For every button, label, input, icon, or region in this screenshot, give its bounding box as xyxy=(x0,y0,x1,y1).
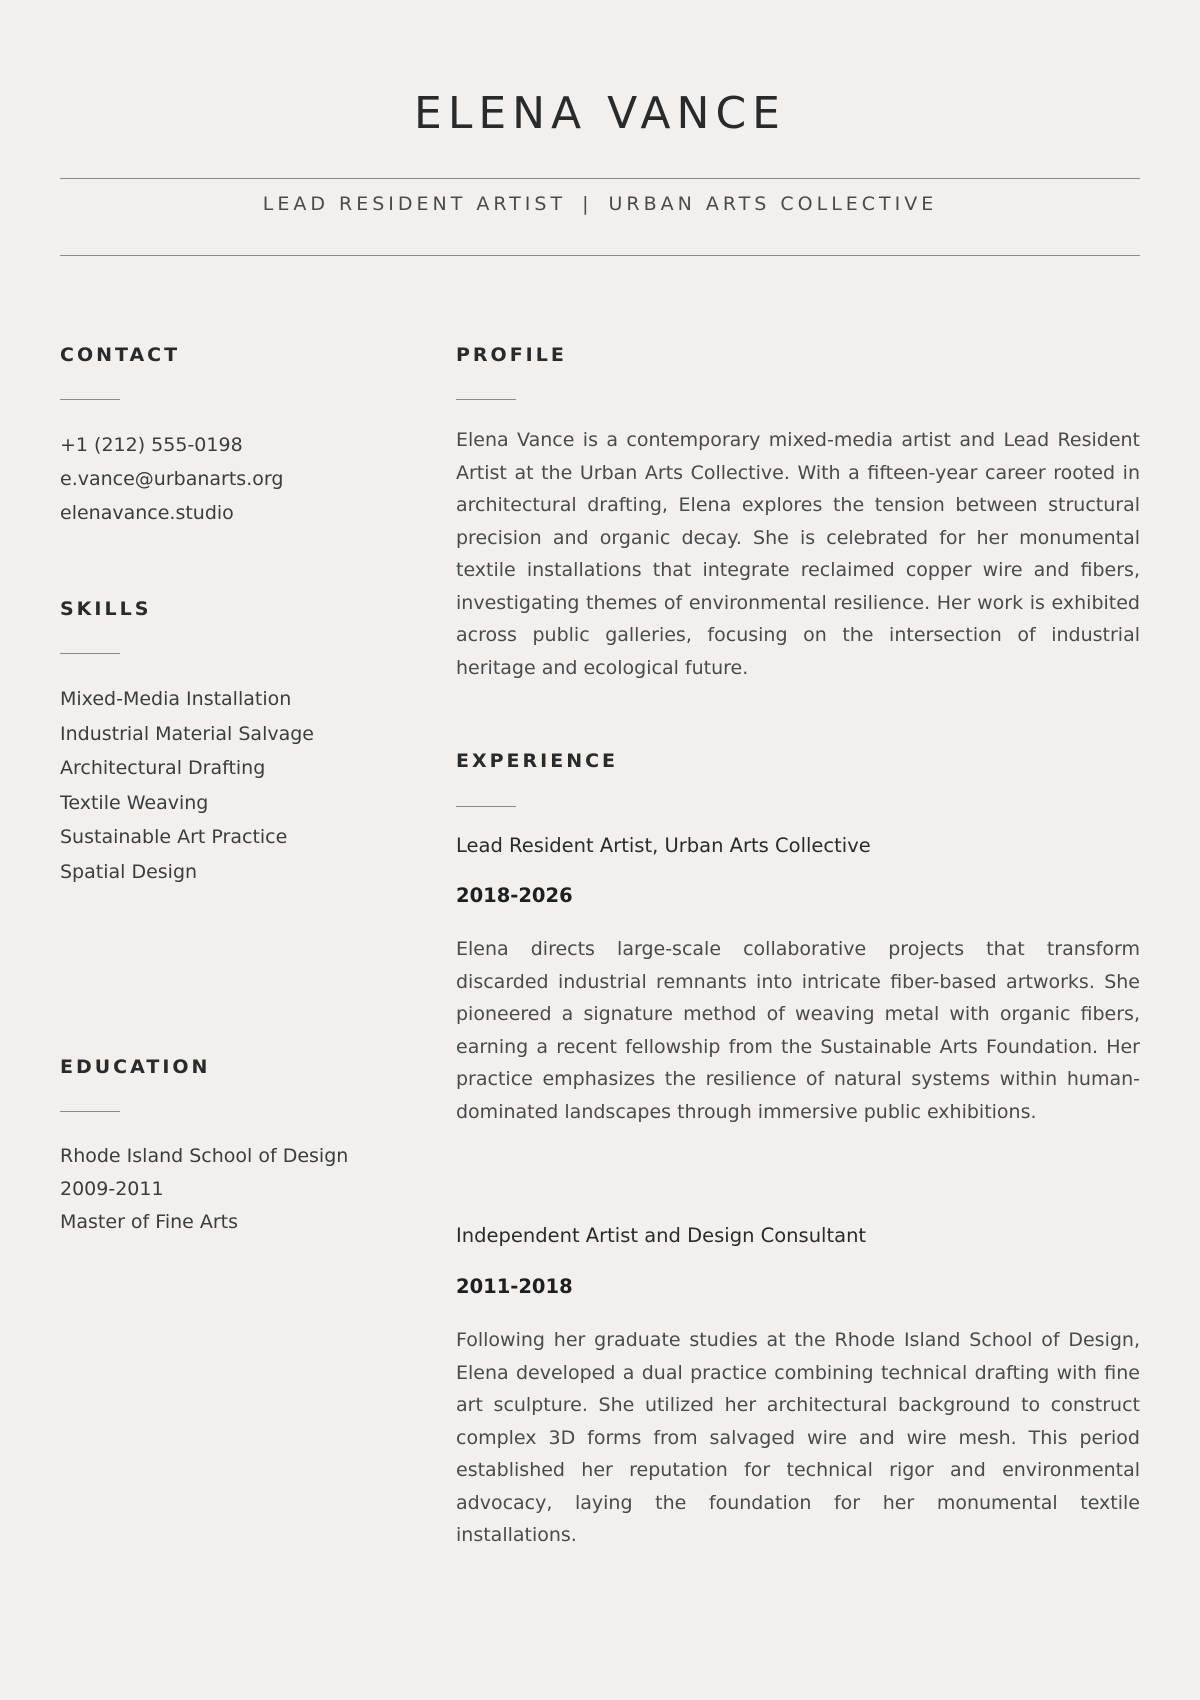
profile-rule xyxy=(456,399,516,400)
role-label: LEAD RESIDENT ARTIST xyxy=(262,193,567,215)
skill-item: Architectural Drafting xyxy=(60,757,266,780)
tagline xyxy=(0,193,1200,215)
organization-label: URBAN ARTS COLLECTIVE xyxy=(608,193,938,215)
education-heading: EDUCATION xyxy=(60,1056,211,1078)
job-description: Elena directs large-scale collaborative projects that transform discarded industrial remnants into intricate fiber-based artworks. She pioneered a signature method of weaving metal with organic fibers, earning a recent fellowship from the Sustainable Arts Foundation. Her practice emphasizes the resilience of natural systems within human-dominated landscapes through immersive public exhibitions. xyxy=(456,938,1140,1123)
profile-text: Elena Vance is a contemporary mixed-media artist and Lead Resident Artist at the Urban Arts Collective. With a fifteen-year career rooted in architectural drafting, Elena explores the tension between structural precision and organic decay. She is celebrated for her monumental textile installations that integrate reclaimed copper wire and fibers, investigating themes of environmental resilience. Her work is exhibited across public galleries, focusing on the intersection of industrial heritage and ecological future. xyxy=(456,429,1140,679)
job-years: 2018-2026 xyxy=(456,884,573,907)
education-years: 2009-2011 xyxy=(60,1178,164,1200)
contact-list xyxy=(60,428,283,530)
skill-item: Textile Weaving xyxy=(60,791,209,814)
skill-item: Spatial Design xyxy=(60,860,198,883)
education-degree: Master of Fine Arts xyxy=(60,1211,239,1233)
experience-heading: EXPERIENCE xyxy=(456,750,619,772)
job-description: Following her graduate studies at the Rhode Island School of Design, Elena developed a dual practice combining technical drafting with fine art sculpture. She utilized her architectural background to construct complex 3D forms from salvaged wire and wire mesh. This period established her reputation for technical rigor and environmental advocacy, laying the foundation for her monumental textile installations. xyxy=(456,1329,1140,1546)
education-rule xyxy=(60,1111,120,1112)
skills-rule xyxy=(60,653,120,654)
email-link[interactable]: e.vance@urbanarts.org xyxy=(60,468,284,490)
contact-heading: CONTACT xyxy=(60,344,181,366)
skill-item: Industrial Material Salvage xyxy=(60,722,314,745)
skills-list xyxy=(60,682,314,890)
profile-heading: PROFILE xyxy=(456,344,567,366)
job-years: 2011-2018 xyxy=(456,1275,573,1298)
header-bottom-divider xyxy=(60,255,1140,256)
website-link[interactable]: elenavance.studio xyxy=(60,502,234,524)
job-title: Lead Resident Artist, Urban Arts Collective xyxy=(456,834,871,857)
contact-rule xyxy=(60,399,120,400)
tagline-separator: | xyxy=(582,193,593,215)
header-top-divider xyxy=(60,178,1140,179)
skill-item: Mixed-Media Installation xyxy=(60,688,292,710)
skills-heading: SKILLS xyxy=(60,598,152,620)
phone-number: +1 (212) 555-0198 xyxy=(60,434,243,456)
education-school: Rhode Island School of Design xyxy=(60,1145,349,1167)
job-title: Independent Artist and Design Consultant xyxy=(456,1224,867,1247)
name-heading: ELENA VANCE xyxy=(414,88,786,139)
education-list xyxy=(60,1140,348,1239)
skill-item: Sustainable Art Practice xyxy=(60,826,288,849)
experience-rule xyxy=(456,806,516,807)
